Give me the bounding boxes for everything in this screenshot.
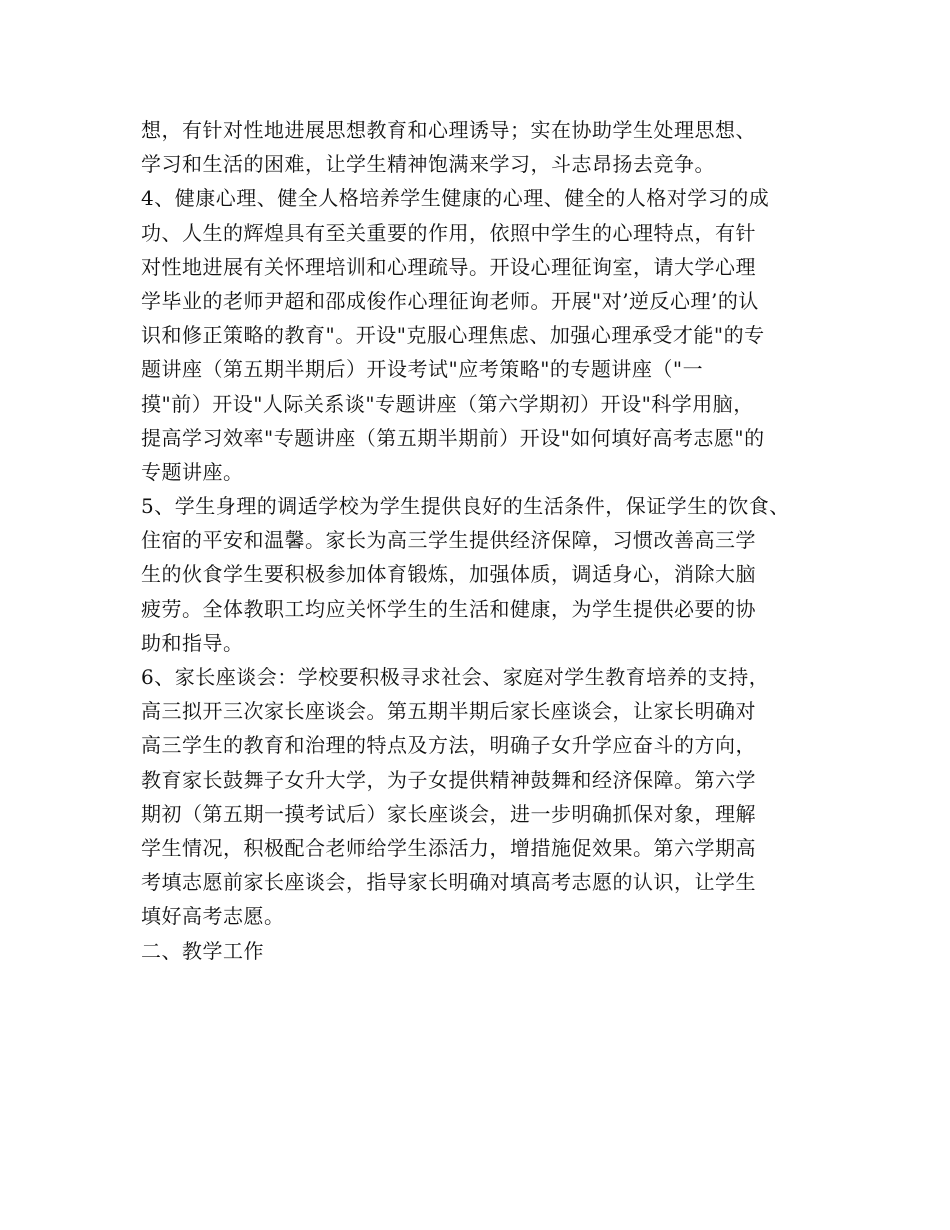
section-heading: 二、教学工作 — [141, 938, 264, 963]
text-line: 摸"前）开设"人际关系谈"专题讲座（第六学期初）开设"科学用脑， — [141, 391, 754, 416]
text-line: 识和修正策略的教育"。开设"克服心理焦虑、加强心理承受才能"的专 — [141, 323, 765, 348]
text-line: 对性地进展有关怀理培训和心理疏导。开设心理征询室，请大学心理 — [141, 254, 756, 279]
text-line: 6、家长座谈会：学校要积极寻求社会、家庭对学生教育培养的支持， — [141, 665, 770, 689]
text-line: 功、人生的辉煌具有至关重要的作用，依照中学生的心理特点，有针 — [141, 220, 756, 245]
text-line: 高三拟开三次家长座谈会。第五期半期后家长座谈会，让家长明确对 — [141, 699, 756, 724]
text-line: 专题讲座。 — [141, 459, 244, 484]
text-line: 教育家长鼓舞子女升大学，为子女提供精神鼓舞和经济保障。第六学 — [141, 767, 756, 792]
text-line: 学生情况，积极配合老师给学生添活力，增措施促效果。第六学期高 — [141, 835, 756, 860]
text-line: 高三学生的教育和治理的特点及方法，明确子女升学应奋斗的方向， — [141, 733, 756, 758]
text-line: 期初（第五期一摸考试后）家长座谈会，进一步明确抓保对象，理解 — [141, 801, 756, 826]
text-line: 疲劳。全体教职工均应关怀学生的生活和健康，为学生提供必要的协 — [141, 596, 756, 621]
text-line: 5、学生身理的调适学校为学生提供良好的生活条件，保证学生的饮食、 — [141, 494, 790, 519]
text-line: 学毕业的老师尹超和邵成俊作心理征询老师。开展"对’逆反心理’的认 — [141, 288, 759, 313]
text-line: 考填志愿前家长座谈会，指导家长明确对填高考志愿的认识，让学生 — [141, 870, 756, 895]
text-line: 想，有针对性地进展思想教育和心理诱导；实在协助学生处理思想、 — [141, 118, 756, 142]
text-line: 填好高考志愿。 — [141, 904, 285, 929]
document-body — [141, 113, 841, 968]
text-line: 4、健康心理、健全人格培养学生健康的心理、健全的人格对学习的成 — [141, 186, 770, 211]
text-line: 题讲座（第五期半期后）开设考试"应考策略"的专题讲座（"一 — [141, 357, 704, 382]
text-line: 学习和生活的困难，让学生精神饱满来学习，斗志昂扬去竞争。 — [141, 152, 715, 177]
text-line: 提高学习效率"专题讲座（第五期半期前）开设"如何填好高考志愿"的 — [141, 425, 765, 450]
text-line: 助和指导。 — [141, 630, 244, 655]
text-line: 生的伙食学生要积极参加体育锻炼，加强体质，调适身心，消除大脑 — [141, 562, 756, 587]
text-line: 住宿的平安和温馨。家长为高三学生提供经济保障，习惯改善高三学 — [141, 528, 756, 553]
